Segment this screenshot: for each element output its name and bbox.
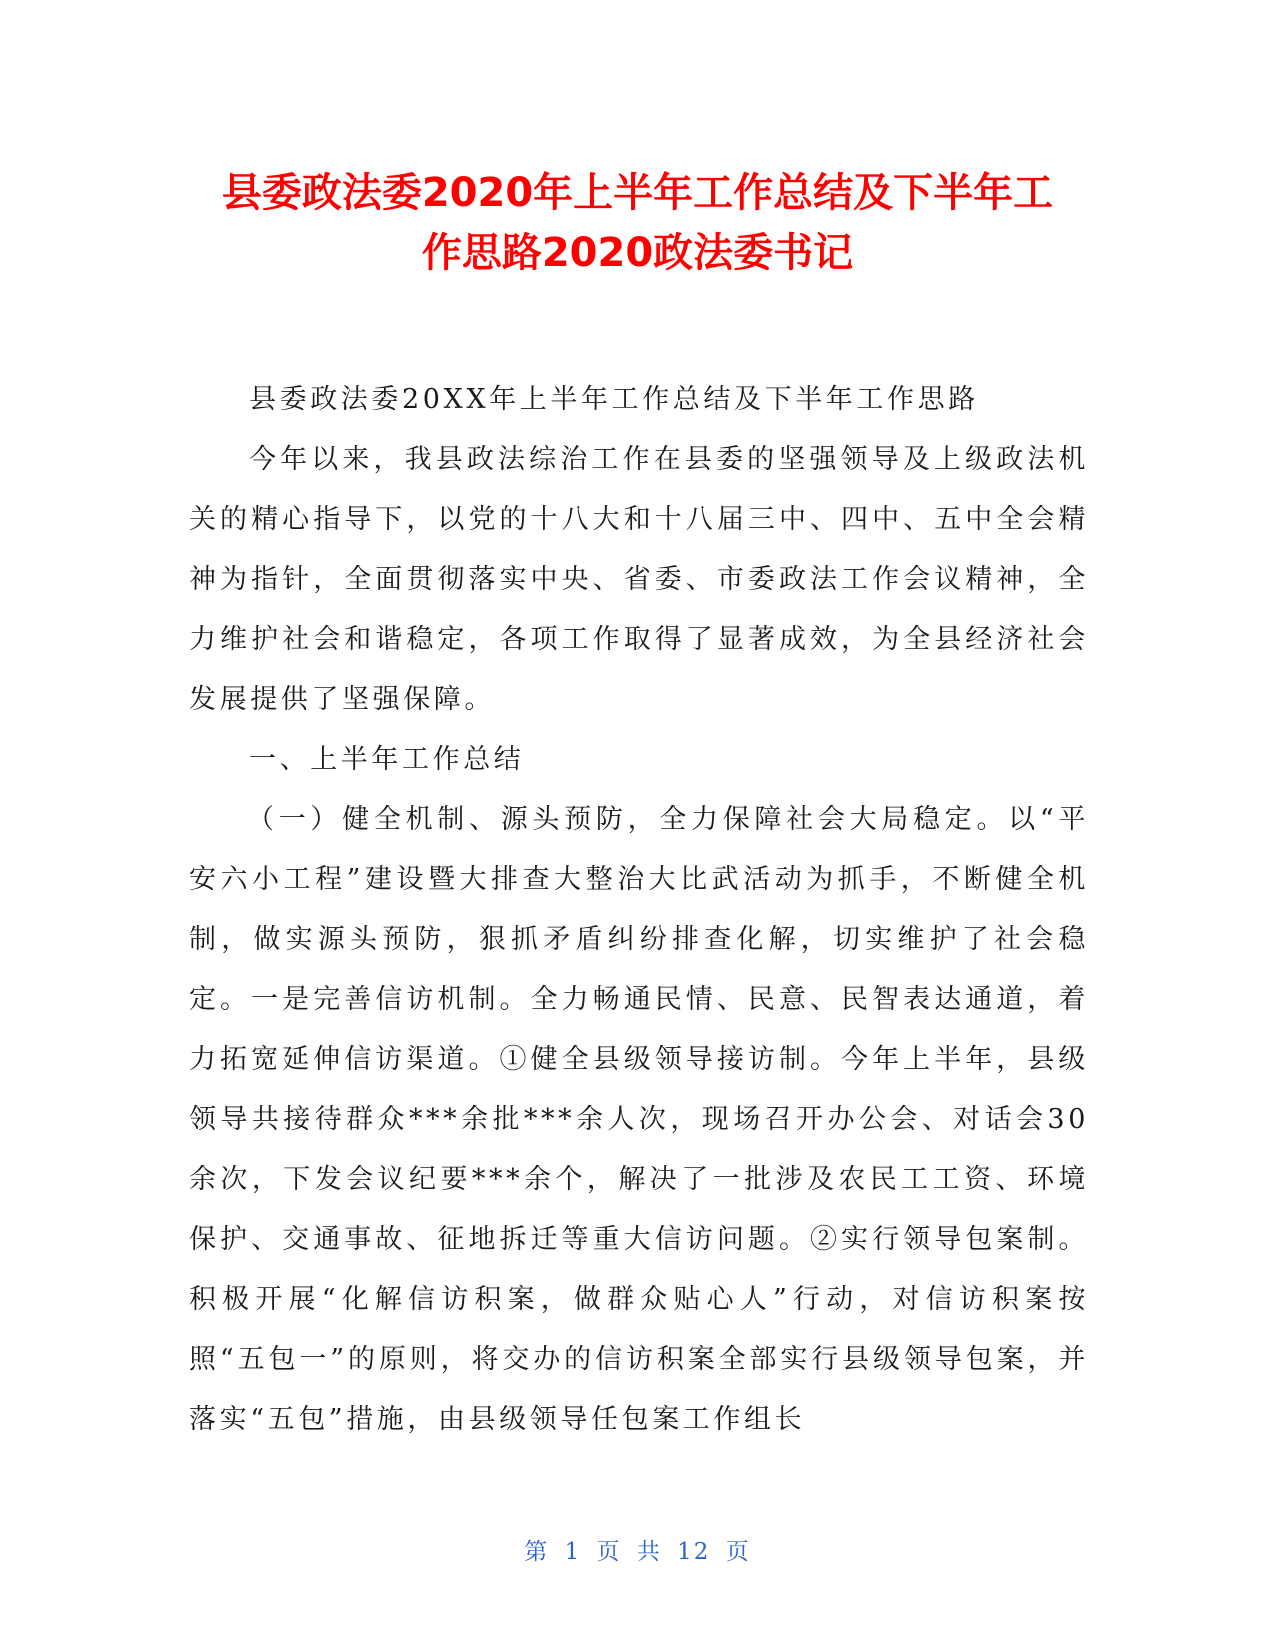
intro-paragraph: 今年以来，我县政法综治工作在县委的坚强领导及上级政法机关的精心指导下，以党的十八大和十八届三中、四中、五中全会精神为指针，全面贯彻落实中央、省委、市委政法工作会议精神，全力维护社会和谐稳定，各项工作取得了显著成效，为全县经济社会发展提供了坚强保障。 bbox=[189, 444, 1089, 715]
section-heading: 一、上半年工作总结 bbox=[249, 744, 525, 775]
section-paragraph: （一）健全机制、源头预防，全力保障社会大局稳定。以“平安六小工程”建设暨大排查大整治大比武活动为抓手，不断健全机制，做实源头预防，狠抓矛盾纠纷排查化解，切实维护了社会稳定。一是完善信访机制。全力畅通民情、民意、民智表达通道，着力拓宽延伸信访渠道。①健全县级领导接访制。今年上半年，县级领导共接待群众***余批***余人次，现场召开办公会、对话会30余次，下发会议纪要***余个，解决了一批涉及农民工工资、环境保护、交通事故、征地拆迁等重大信访问题。②实行领导包案制。积极开展“化解信访积案，做群众贴心人”行动，对信访积案按照“五包一”的原则，将交办的信访积案全部实行县级领导包案，并落实“五包”措施，由县级领导任包案工作组长 bbox=[189, 804, 1089, 1435]
document-title-line-2: 作思路2020政法委书记 bbox=[421, 230, 854, 276]
document-subtitle: 县委政法委20XX年上半年工作总结及下半年工作思路 bbox=[249, 384, 979, 415]
document-body bbox=[189, 370, 1089, 1450]
document-title-line-1: 县委政法委2020年上半年工作总结及下半年工 bbox=[221, 170, 1054, 216]
page-number-footer: 第 1 页 共 12 页 bbox=[524, 1539, 751, 1565]
